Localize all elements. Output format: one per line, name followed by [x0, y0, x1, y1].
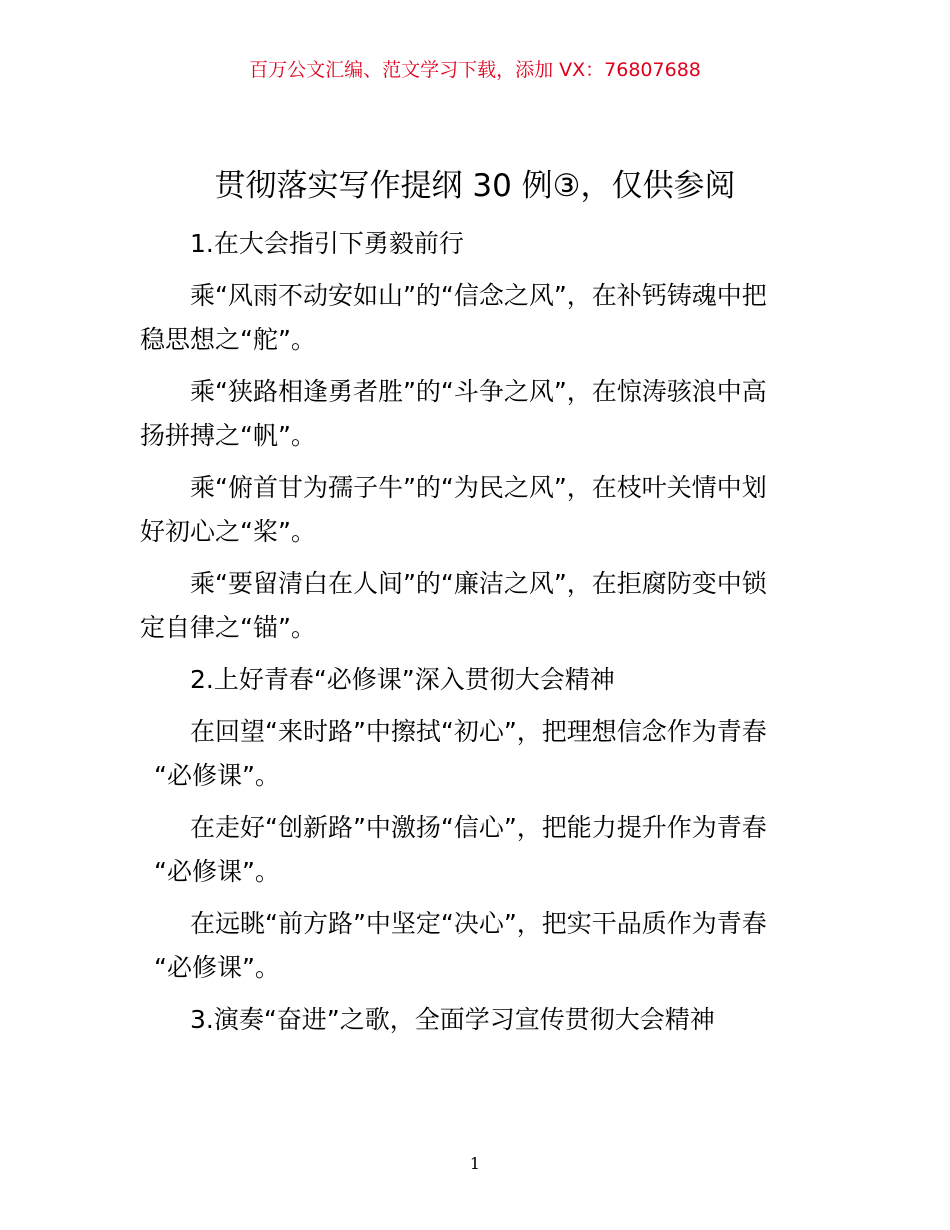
paragraph-line: 稳思想之“舵”。: [140, 325, 316, 354]
paragraph-line: “必修课”。: [154, 761, 280, 790]
paragraph-line: 定自律之“锚”。: [140, 613, 316, 642]
paragraph-line: 扬拼搏之“帆”。: [140, 421, 316, 450]
section-heading: 3.演奏“奋进”之歌，全面学习宣传贯彻大会精神: [190, 1005, 715, 1034]
document-title: 贯彻落实写作提纲 30 例③，仅供参阅: [214, 168, 736, 204]
paragraph-line: 在回望“来时路”中擦拭“初心”，把理想信念作为青春: [190, 717, 767, 746]
page-number: 1: [469, 1154, 481, 1173]
paragraph-line: 好初心之“桨”。: [140, 517, 316, 546]
header-banner: 百万公文汇编、范文学习下载，添加 VX：76807688: [249, 59, 701, 81]
paragraph-line: 乘“风雨不动安如山”的“信念之风”，在补钙铸魂中把: [190, 281, 767, 310]
document-body: [140, 222, 812, 1042]
paragraph-line: “必修课”。: [154, 857, 280, 886]
section-heading: 2.上好青春“必修课”深入贯彻大会精神: [190, 665, 615, 694]
paragraph-line: 在远眺“前方路”中坚定“决心”，把实干品质作为青春: [190, 909, 767, 938]
paragraph-line: 乘“俯首甘为孺子牛”的“为民之风”，在枝叶关情中划: [190, 473, 767, 502]
paragraph-line: “必修课”。: [154, 953, 280, 982]
paragraph-line: 在走好“创新路”中激扬“信心”，把能力提升作为青春: [190, 813, 767, 842]
paragraph-line: 乘“狭路相逢勇者胜”的“斗争之风”，在惊涛骇浪中高: [190, 377, 767, 406]
paragraph-line: 乘“要留清白在人间”的“廉洁之风”，在拒腐防变中锁: [190, 569, 767, 598]
section-heading: 1.在大会指引下勇毅前行: [190, 229, 464, 258]
